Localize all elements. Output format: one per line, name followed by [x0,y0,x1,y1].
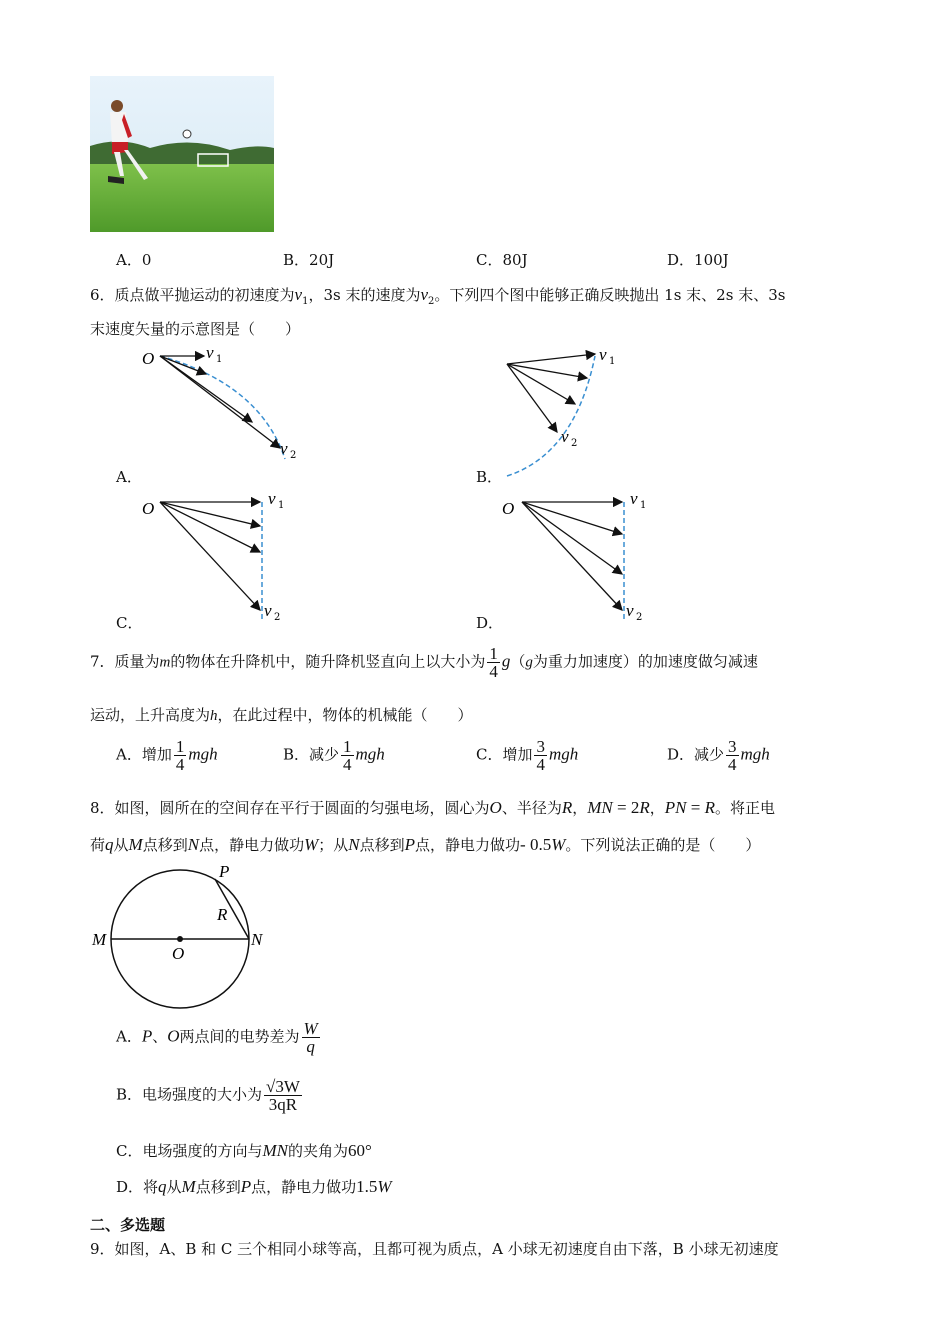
q9-stem-line1: 9．如图，A、B 和 C 三个相同小球等高，且都可视为质点，A 小球无初速度自由下落，B 小球无初速度 [90,1240,779,1258]
q8-circle-diagram [88,862,278,1012]
svg-text:v: v [264,601,272,620]
q5-option-d: D．100J [667,251,729,269]
label-v2: v [280,439,288,458]
soccer-photo [90,76,274,232]
svg-text:P: P [219,862,230,881]
svg-text:2: 2 [274,612,281,622]
svg-text:v: v [268,492,276,508]
q8-option-c: C．电场强度的方向与MN的夹角为60° [116,1141,372,1160]
q6-stem-line1: 6．质点做平抛运动的初速度为$v_1$，3s 末的速度为$v_2$。下列四个图中能够正确反映抛出 1s 末、2s 末、3s [90,285,786,307]
section-heading: 二、多选题 [90,1216,166,1234]
q6-diagram-c [140,492,300,622]
q6-option-b: B． [476,468,503,486]
q8-stem-line1: 8．如图，圆所在的空间存在平行于圆面的匀强电场，圆心为O、半径为R，MN = 2R，PN = R。将正电 [90,798,775,817]
q8-option-a: A．P、O两点间的电势差为 $\frac{W}{q}$ [116,1019,318,1056]
svg-text:2: 2 [636,612,643,622]
svg-text:v: v [599,345,607,364]
svg-text:1: 1 [640,500,647,511]
q6-option-c: C． [116,614,143,632]
svg-text:M: M [92,930,107,949]
q6-stem-line2: 末速度矢量的示意图是（ ） [90,320,301,338]
q8-option-d: D．将q从M点移到P点，静电力做功1.5W [116,1177,392,1196]
q6-option-d: D． [476,614,504,632]
svg-text:1: 1 [216,354,223,365]
svg-text:1: 1 [278,500,285,511]
svg-text:N: N [251,930,263,949]
q5-option-b: B．20J [283,251,335,269]
svg-text:v: v [626,601,634,620]
q8-option-b: B．电场强度的大小为 $\frac{√3W}{3qR}$ [116,1077,300,1114]
q5-option-a: A．0 [116,251,152,269]
q6-diagram-b [495,344,635,479]
q7-stem-line1: 7．质量为m的物体在升降机中，随升降机竖直向上以大小为 $\frac{1}{4}$ g（g为重力加速度）的加速度做匀减速 [90,644,758,681]
q5-option-c: C．80J [476,251,528,269]
svg-text:R: R [217,905,228,924]
q6-diagram-d [500,492,660,622]
q7-option-b: B．减少 $\frac{1}{4}$ mgh [283,737,385,774]
q7-option-a: A．增加 $\frac{1}{4}$ mgh [116,737,218,774]
svg-text:v: v [561,427,569,446]
svg-text:2: 2 [571,438,578,449]
svg-text:O: O [172,944,185,963]
svg-text:2: 2 [290,450,297,461]
q7-option-d: D．减少 $\frac{3}{4}$ mgh [667,737,770,774]
svg-text:1: 1 [609,356,616,367]
q8-stem-line2: 荷q从M点移到N点，静电力做功W；从N点移到P点，静电力做功- 0.5W。下列说法正确的是（ ） [90,835,761,854]
q7-option-c: C．增加 $\frac{3}{4}$ mgh [476,737,579,774]
label-v1: v [206,344,214,362]
q6-option-a: A． [116,468,142,486]
label-o: O [142,349,155,368]
svg-text:v: v [630,492,638,508]
svg-text:O: O [502,499,515,518]
q7-stem-line2: 运动，上升高度为h，在此过程中，物体的机械能（ ） [90,706,473,724]
svg-text:O: O [142,499,155,518]
q6-diagram-a [140,344,310,464]
